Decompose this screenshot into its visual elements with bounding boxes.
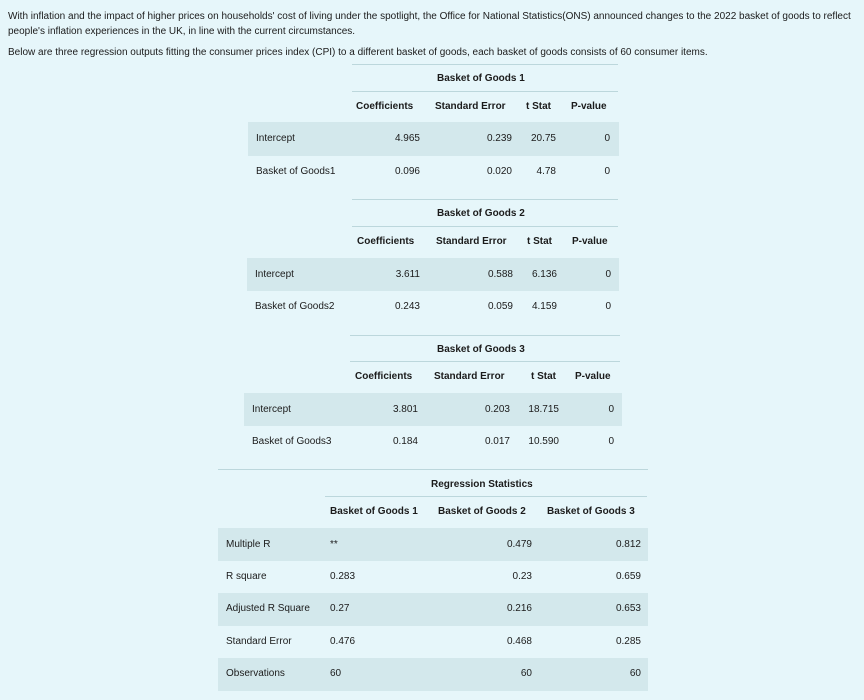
coef-value: 0.096 bbox=[394, 166, 420, 177]
p-value: 0 bbox=[608, 404, 614, 415]
basket-1-value: 0.27 bbox=[330, 603, 350, 614]
table-top-rule bbox=[352, 64, 618, 65]
table-title-rule bbox=[352, 91, 618, 92]
se-value: 0.239 bbox=[486, 133, 512, 144]
p-value: 0 bbox=[604, 133, 610, 144]
header-standard-error: Standard Error bbox=[434, 371, 505, 382]
intro-paragraph-2: Below are three regression outputs fitting the consumer prices index (CPI) to a different basket of goods, each basket of goods consists of 60 consumer items. bbox=[8, 47, 708, 58]
header-standard-error: Standard Error bbox=[436, 236, 507, 247]
table-title: Basket of Goods 3 bbox=[437, 344, 525, 355]
row-label: Observations bbox=[226, 668, 285, 679]
intro-paragraph-1: With inflation and the impact of higher prices on households' cost of living under the spotlight, the Office for National Statistics(ONS) announced changes to the 2022 basket of goods to reflect people's inflation experiences in the UK, in line with the current circumstances. bbox=[8, 11, 851, 37]
header-standard-error: Standard Error bbox=[435, 101, 506, 112]
coef-value: 0.184 bbox=[392, 436, 418, 447]
table-title-rule bbox=[350, 361, 620, 362]
header-t-stat: t Stat bbox=[531, 371, 556, 382]
header-p-value: P-value bbox=[572, 236, 608, 247]
header-basket-2: Basket of Goods 2 bbox=[438, 506, 526, 517]
coef-value: 0.243 bbox=[394, 301, 420, 312]
se-value: 0.203 bbox=[484, 404, 510, 415]
p-value: 0 bbox=[605, 301, 611, 312]
table-title: Regression Statistics bbox=[431, 479, 533, 490]
t-value: 6.136 bbox=[531, 269, 557, 280]
basket-1-value: 0.283 bbox=[330, 571, 356, 582]
p-value: 0 bbox=[604, 166, 610, 177]
header-coefficients: Coefficients bbox=[355, 371, 413, 382]
row-label: Intercept bbox=[255, 269, 294, 280]
basket-2-value: 0.479 bbox=[506, 539, 532, 550]
t-value: 18.715 bbox=[528, 404, 559, 415]
coef-value: 3.801 bbox=[392, 404, 418, 415]
basket-2-value: 0.216 bbox=[506, 603, 532, 614]
t-value: 4.159 bbox=[531, 301, 557, 312]
basket-3-value: 0.659 bbox=[615, 571, 641, 582]
basket-1-value: 60 bbox=[330, 668, 342, 679]
p-value: 0 bbox=[605, 269, 611, 280]
table-top-rule bbox=[350, 335, 620, 336]
coef-value: 3.611 bbox=[395, 269, 420, 280]
header-coefficients: Coefficients bbox=[357, 236, 415, 247]
table-title: Basket of Goods 2 bbox=[437, 208, 525, 219]
t-value: 20.75 bbox=[530, 133, 556, 144]
se-value: 0.020 bbox=[486, 166, 512, 177]
row-label: R square bbox=[226, 571, 267, 582]
header-p-value: P-value bbox=[571, 101, 607, 112]
table-row bbox=[218, 528, 648, 561]
basket-3-value: 0.285 bbox=[615, 636, 641, 647]
se-value: 0.588 bbox=[487, 269, 513, 280]
intro-text bbox=[8, 9, 860, 60]
row-label: Intercept bbox=[252, 404, 291, 415]
row-label: Basket of Goods2 bbox=[255, 301, 335, 312]
header-p-value: P-value bbox=[575, 371, 611, 382]
header-t-stat: t Stat bbox=[527, 236, 552, 247]
basket-2-value: 0.23 bbox=[512, 571, 532, 582]
row-label: Intercept bbox=[256, 133, 295, 144]
p-value: 0 bbox=[608, 436, 614, 447]
basket-1-value: ** bbox=[330, 539, 338, 550]
header-basket-3: Basket of Goods 3 bbox=[547, 506, 635, 517]
basket-3-value: 0.653 bbox=[615, 603, 641, 614]
row-label: Standard Error bbox=[226, 636, 292, 647]
se-value: 0.059 bbox=[487, 301, 513, 312]
coef-value: 4.965 bbox=[394, 133, 420, 144]
basket-2-value: 0.468 bbox=[506, 636, 532, 647]
se-value: 0.017 bbox=[484, 436, 510, 447]
t-value: 4.78 bbox=[536, 166, 556, 177]
basket-3-value: 60 bbox=[629, 668, 641, 679]
row-label: Multiple R bbox=[226, 539, 271, 550]
header-basket-1: Basket of Goods 1 bbox=[330, 506, 418, 517]
header-t-stat: t Stat bbox=[526, 101, 551, 112]
row-label: Basket of Goods3 bbox=[252, 436, 332, 447]
table-title: Basket of Goods 1 bbox=[437, 73, 525, 84]
table-title-rule bbox=[352, 226, 618, 227]
basket-1-value: 0.476 bbox=[330, 636, 356, 647]
basket-2-value: 60 bbox=[520, 668, 532, 679]
row-label: Adjusted R Square bbox=[226, 603, 310, 614]
table-top-rule bbox=[218, 469, 648, 470]
table-top-rule bbox=[352, 199, 618, 200]
t-value: 10.590 bbox=[528, 436, 559, 447]
table-title-rule bbox=[325, 496, 647, 497]
basket-3-value: 0.812 bbox=[615, 539, 641, 550]
header-coefficients: Coefficients bbox=[356, 101, 414, 112]
row-label: Basket of Goods1 bbox=[256, 166, 336, 177]
